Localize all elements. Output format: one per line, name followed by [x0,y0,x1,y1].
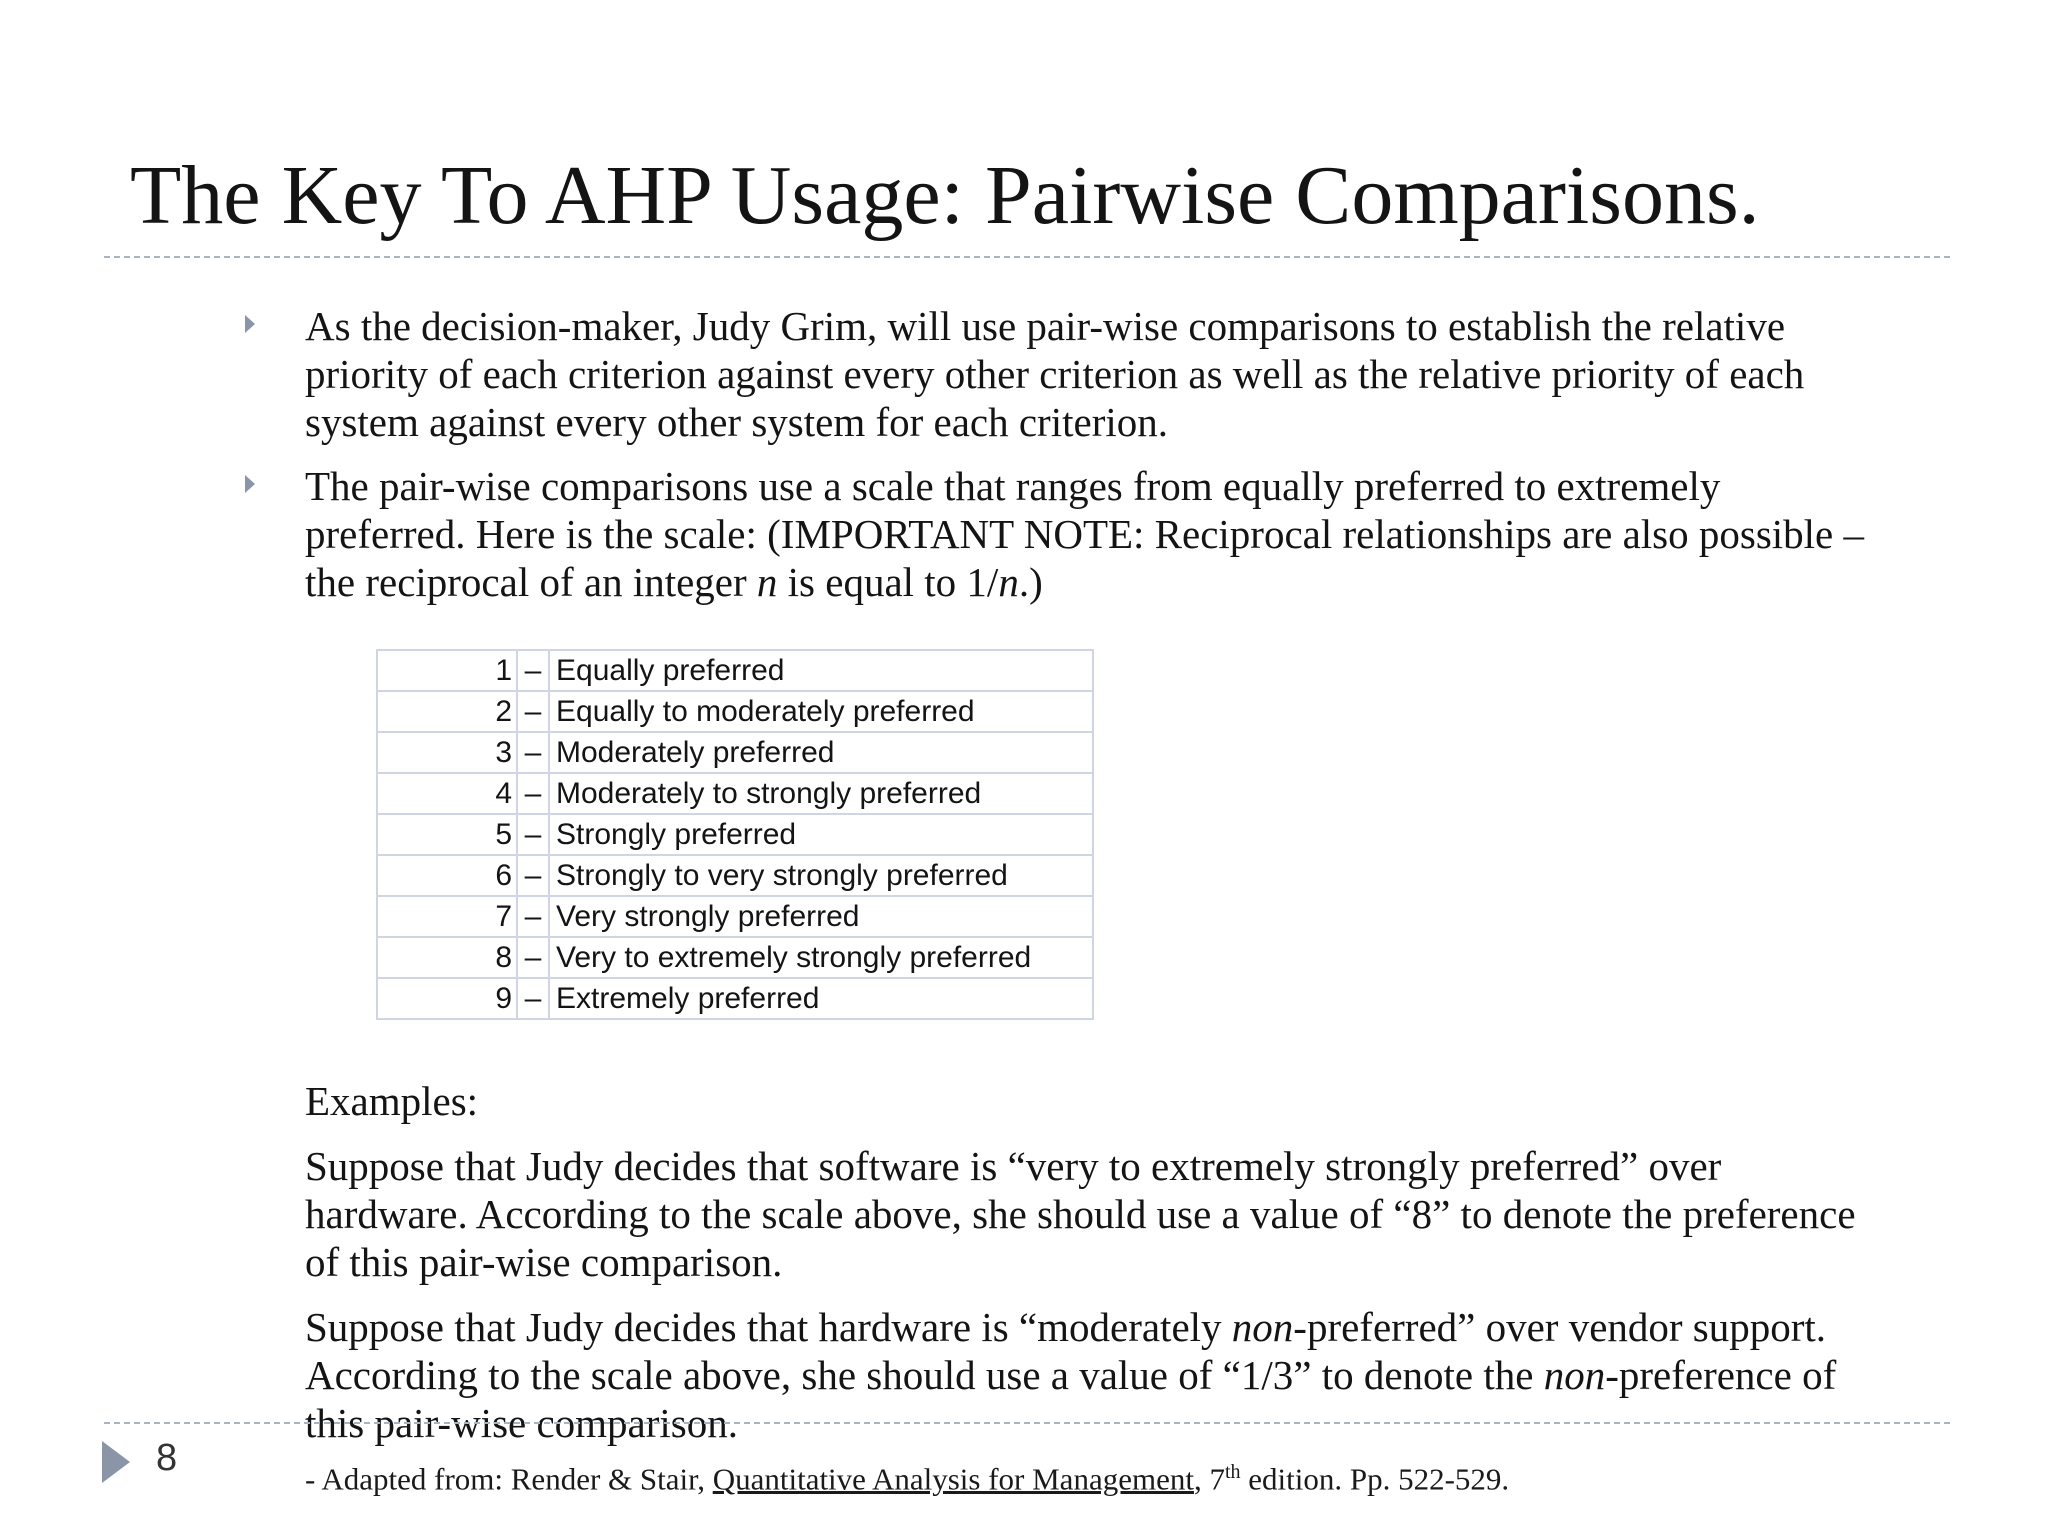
scale-label: Very to extremely strongly preferred [549,937,1093,978]
scale-dash: – [517,650,549,691]
scale-label: Moderately to strongly preferred [549,773,1093,814]
example-2-emphasis: non [1543,1352,1606,1398]
scale-value: 5 [377,814,517,855]
bullet-arrow-icon [245,315,255,333]
table-row [377,732,1093,773]
scale-value: 9 [377,978,517,1019]
page-number: 8 [156,1437,178,1479]
scale-value: 3 [377,732,517,773]
slide-arrow-icon [102,1441,130,1483]
scale-dash: – [517,732,549,773]
example-2 [305,1303,1885,1447]
table-row [377,691,1093,732]
table-row [377,978,1093,1019]
scale-value: 6 [377,855,517,896]
scale-value: 4 [377,773,517,814]
scale-value: 1 [377,650,517,691]
source-pages: edition. Pp. 522-529. [1240,1461,1510,1497]
source-edition-suffix: th [1224,1461,1241,1483]
scale-label: Moderately preferred [549,732,1093,773]
example-2-text-a: Suppose that Judy decides that hardware is “moderately [305,1304,1232,1350]
table-row [377,814,1093,855]
source-book-title: Quantitative Analysis for Management [712,1461,1194,1497]
title-divider [104,256,1950,258]
scale-dash: – [517,978,549,1019]
scale-label: Equally preferred [549,650,1093,691]
source-edition: , 7 [1193,1461,1225,1497]
scale-value: 8 [377,937,517,978]
scale-label: Very strongly preferred [549,896,1093,937]
example-2-text-b: -preferred” over vendor support. According to the scale above, she should use a value of “1/3” to denote the [305,1304,1827,1398]
table-row [377,855,1093,896]
bullet-2-var-n: n [998,559,1019,605]
slide-title: The Key To AHP Usage: Pairwise Comparisons. [130,149,1760,242]
table-row [377,937,1093,978]
scale-label: Extremely preferred [549,978,1093,1019]
example-2-emphasis: non [1231,1304,1294,1350]
bullet-2-text-a: The pair-wise comparisons use a scale that ranges from equally preferred to extremely preferred. Here is the scale: (IMPORTANT NOTE: Reciprocal relationships are also possible – the reciprocal of an integer [305,463,1865,605]
bullet-1-text: As the decision-maker, Judy Grim, will use pair-wise comparisons to establish the relative priority of each criterion against every other criterion as well as the relative priority of each system against every other system for each criterion. [305,303,1805,445]
bullet-2-text-c: .) [1018,559,1043,605]
scale-dash: – [517,937,549,978]
footer-divider [104,1422,1950,1424]
preference-scale-table [376,649,1094,1020]
source-prefix: - Adapted from: Render & Stair, [305,1461,713,1497]
table-row [377,773,1093,814]
scale-dash: – [517,896,549,937]
bullet-arrow-icon [245,475,255,493]
scale-value: 2 [377,691,517,732]
scale-dash: – [517,691,549,732]
scale-label: Equally to moderately preferred [549,691,1093,732]
example-2-text-c: -preference of this pair-wise comparison. [305,1352,1837,1446]
scale-label: Strongly preferred [549,814,1093,855]
table-row [377,896,1093,937]
table-row [377,650,1093,691]
bullet-2-var-n: n [756,559,778,605]
source-citation [305,1461,1905,1497]
examples-heading: Examples: [305,1078,479,1124]
scale-dash: – [517,814,549,855]
scale-label: Strongly to very strongly preferred [549,855,1093,896]
scale-value: 7 [377,896,517,937]
example-1: Suppose that Judy decides that software is “very to extremely strongly preferred” over hardware. According to the scale above, she should use a value of “8” to denote the preference of this pair-wise comparison. [305,1143,1856,1285]
scale-dash: – [517,773,549,814]
bullet-1 [305,302,1885,446]
bullet-2 [305,462,1885,606]
bullet-2-text-b: is equal to 1/ [777,559,999,605]
scale-dash: – [517,855,549,896]
